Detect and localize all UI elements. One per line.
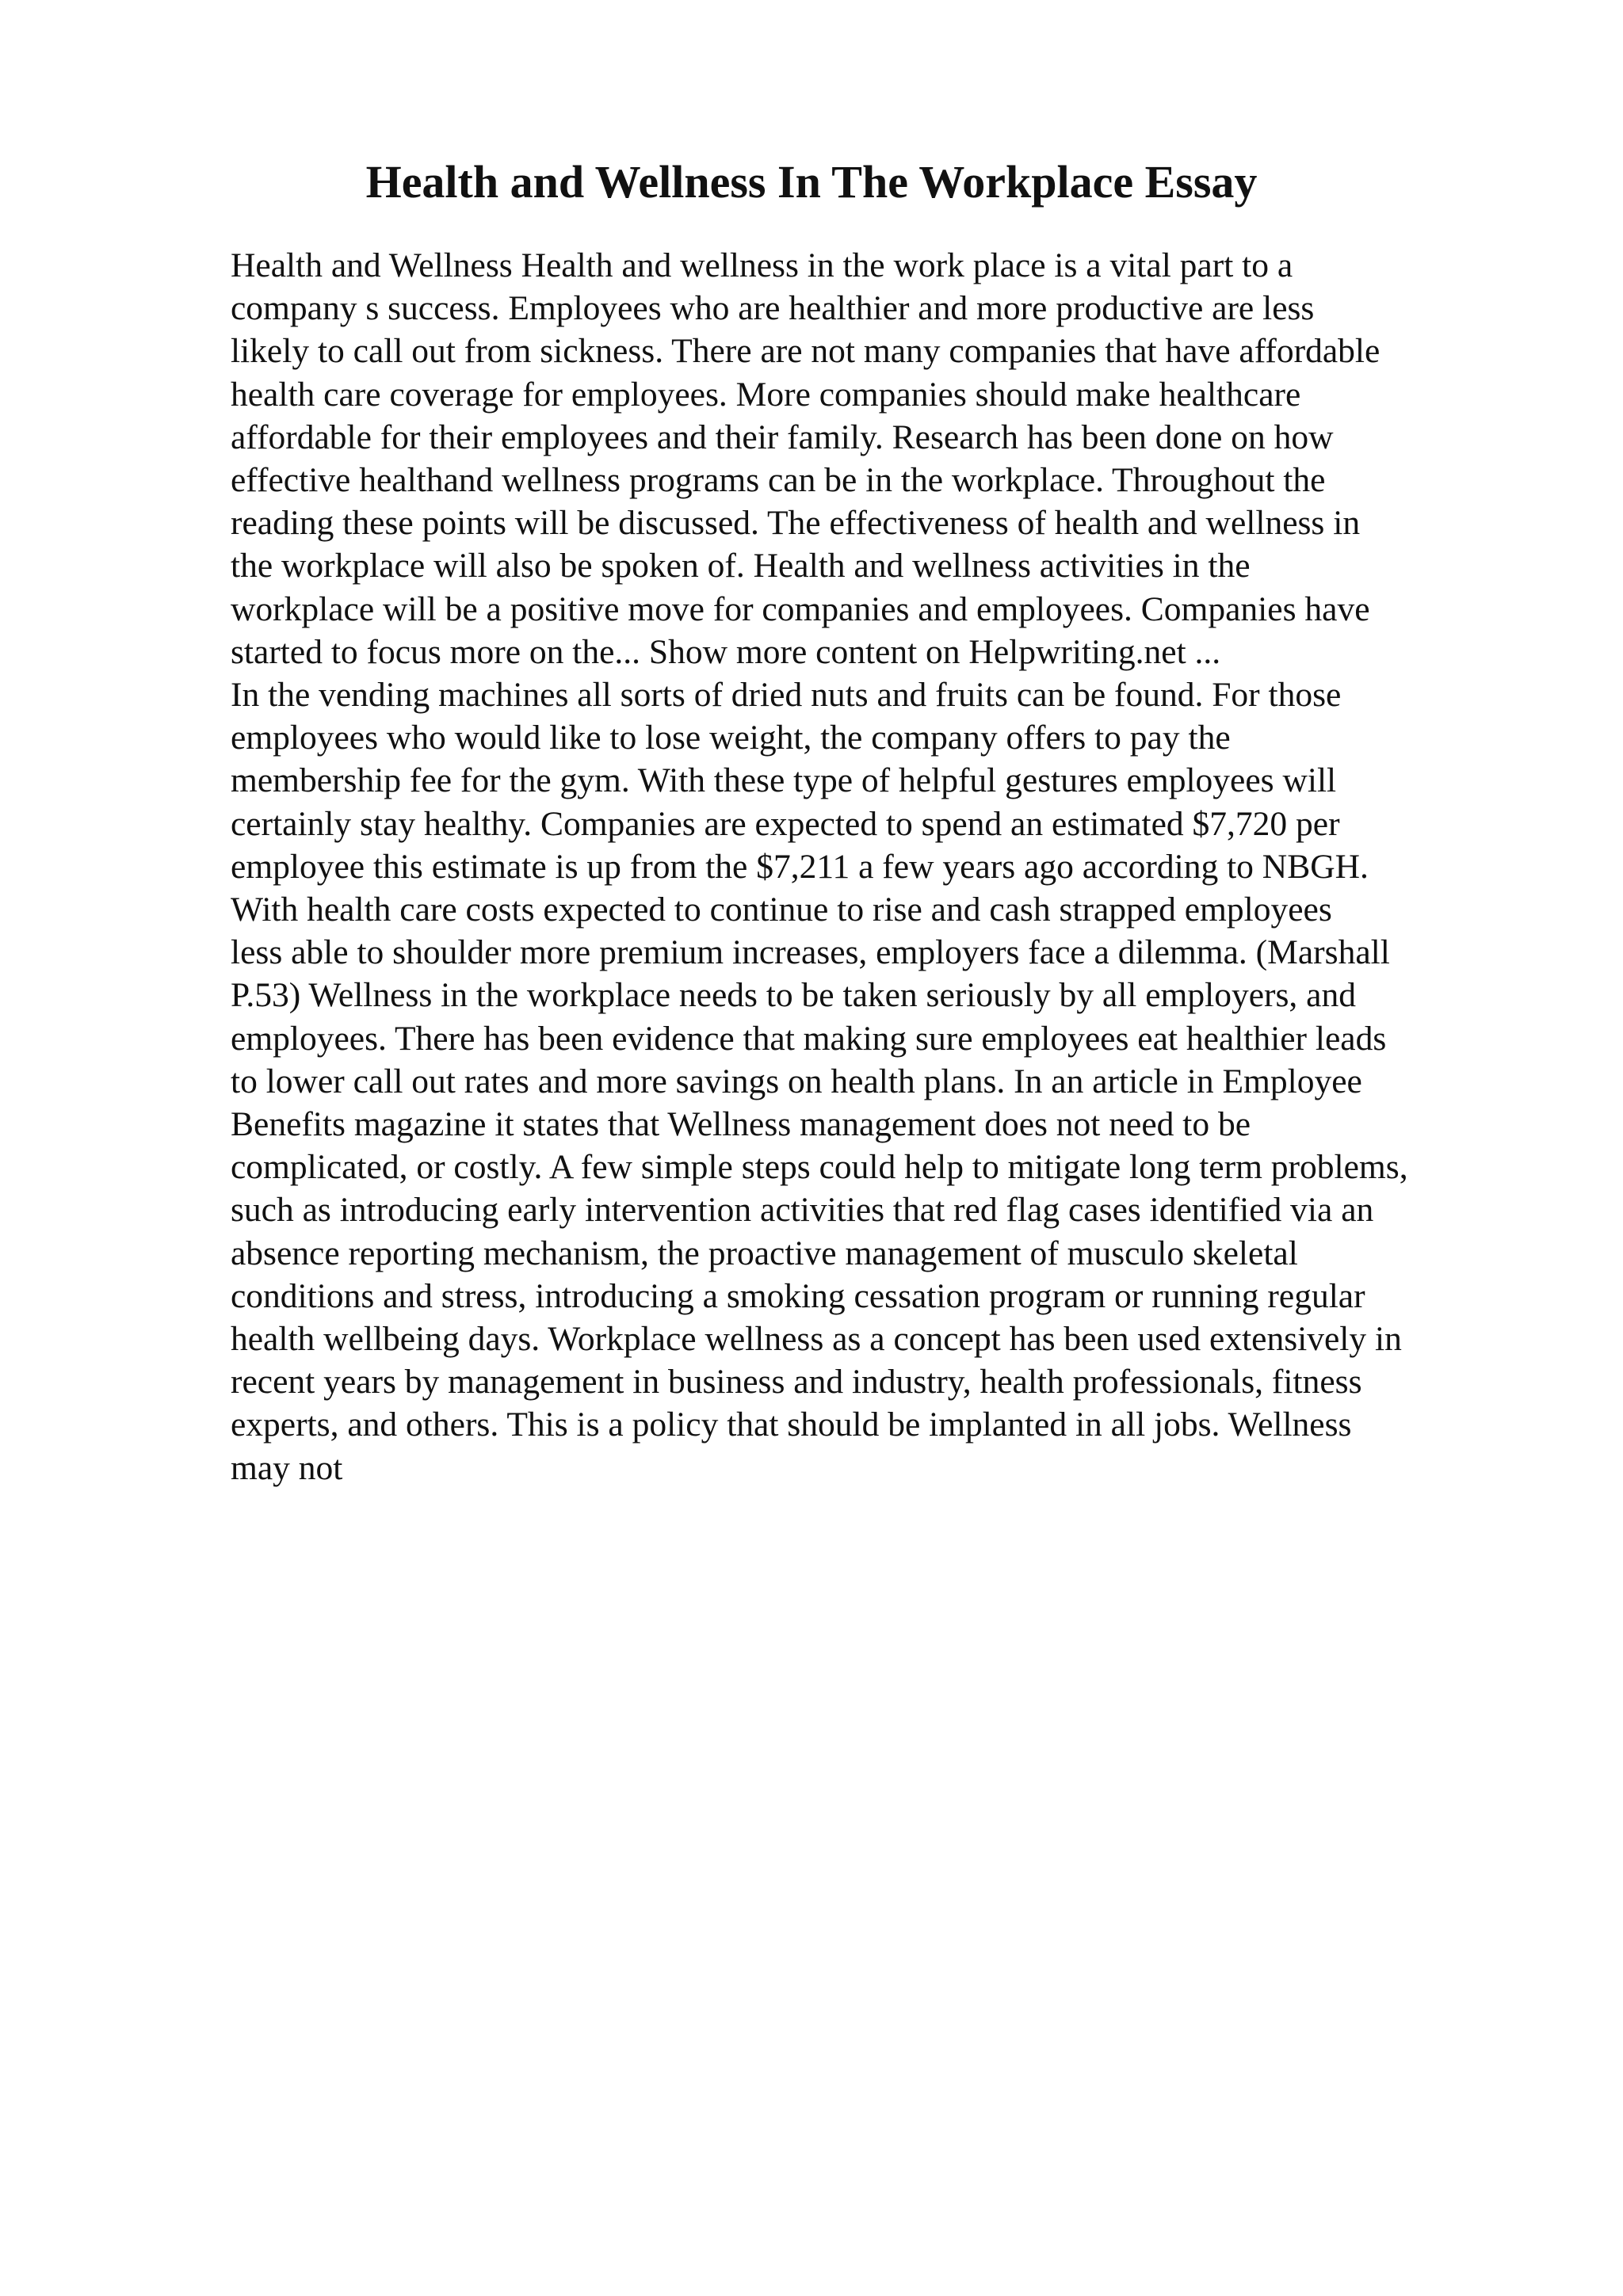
- body-line: health wellbeing days. Workplace wellness as a concept has been used extensively in: [231, 1320, 1402, 1359]
- body-line: started to focus more on the... Show more content on Helpwriting.net ...: [231, 632, 1221, 671]
- body-line: may not: [231, 1448, 343, 1487]
- body-line: membership fee for the gym. With these type of helpful gestures employees will: [231, 761, 1337, 800]
- body-line: Benefits magazine it states that Wellness management does not need to be: [231, 1105, 1251, 1144]
- body-line: employee this estimate is up from the $7,211 a few years ago according to NBGH.: [231, 847, 1369, 886]
- body-line: effective healthand wellness programs can be in the workplace. Throughout the: [231, 461, 1326, 500]
- body-line: In the vending machines all sorts of dried nuts and fruits can be found. For those: [231, 676, 1342, 715]
- body-line: P.53) Wellness in the workplace needs to be taken seriously by all employers, and: [231, 976, 1356, 1015]
- body-line: likely to call out from sickness. There are not many companies that have affordable: [231, 332, 1381, 371]
- body-line: experts, and others. This is a policy that should be implanted in all jobs. Wellness: [231, 1405, 1352, 1444]
- document-body: [231, 244, 1522, 1489]
- body-line: affordable for their employees and their family. Research has been done on how: [231, 418, 1334, 456]
- body-line: employees who would like to lose weight, the company offers to pay the: [231, 719, 1231, 757]
- document-title: Health and Wellness In The Workplace Essay: [365, 156, 1258, 208]
- body-line: the workplace will also be spoken of. Health and wellness activities in the: [231, 547, 1251, 585]
- body-line: certainly stay healthy. Companies are expected to spend an estimated $7,720 per: [231, 804, 1340, 843]
- body-line: health care coverage for employees. More companies should make healthcare: [231, 375, 1301, 414]
- body-line: conditions and stress, introducing a smoking cessation program or running regular: [231, 1276, 1365, 1315]
- body-line: less able to shoulder more premium increases, employers face a dilemma. (Marshall: [231, 933, 1390, 972]
- body-line: company s success. Employees who are healthier and more productive are less: [231, 289, 1315, 328]
- body-line: complicated, or costly. A few simple steps could help to mitigate long term problems,: [231, 1148, 1408, 1187]
- body-line: to lower call out rates and more savings on health plans. In an article in Employee: [231, 1062, 1362, 1100]
- body-line: recent years by management in business and industry, health professionals, fitness: [231, 1363, 1362, 1402]
- body-line: workplace will be a positive move for companies and employees. Companies have: [231, 589, 1370, 628]
- body-line: employees. There has been evidence that making sure employees eat healthier leads: [231, 1019, 1387, 1058]
- body-line: absence reporting mechanism, the proactive management of musculo skeletal: [231, 1234, 1298, 1272]
- body-line: such as introducing early intervention activities that red flag cases identified via an: [231, 1191, 1374, 1230]
- body-line: With health care costs expected to continue to rise and cash strapped employees: [231, 891, 1332, 929]
- body-line: reading these points will be discussed. The effectiveness of health and wellness in: [231, 504, 1361, 543]
- body-line: Health and Wellness Health and wellness in the work place is a vital part to a: [231, 246, 1293, 284]
